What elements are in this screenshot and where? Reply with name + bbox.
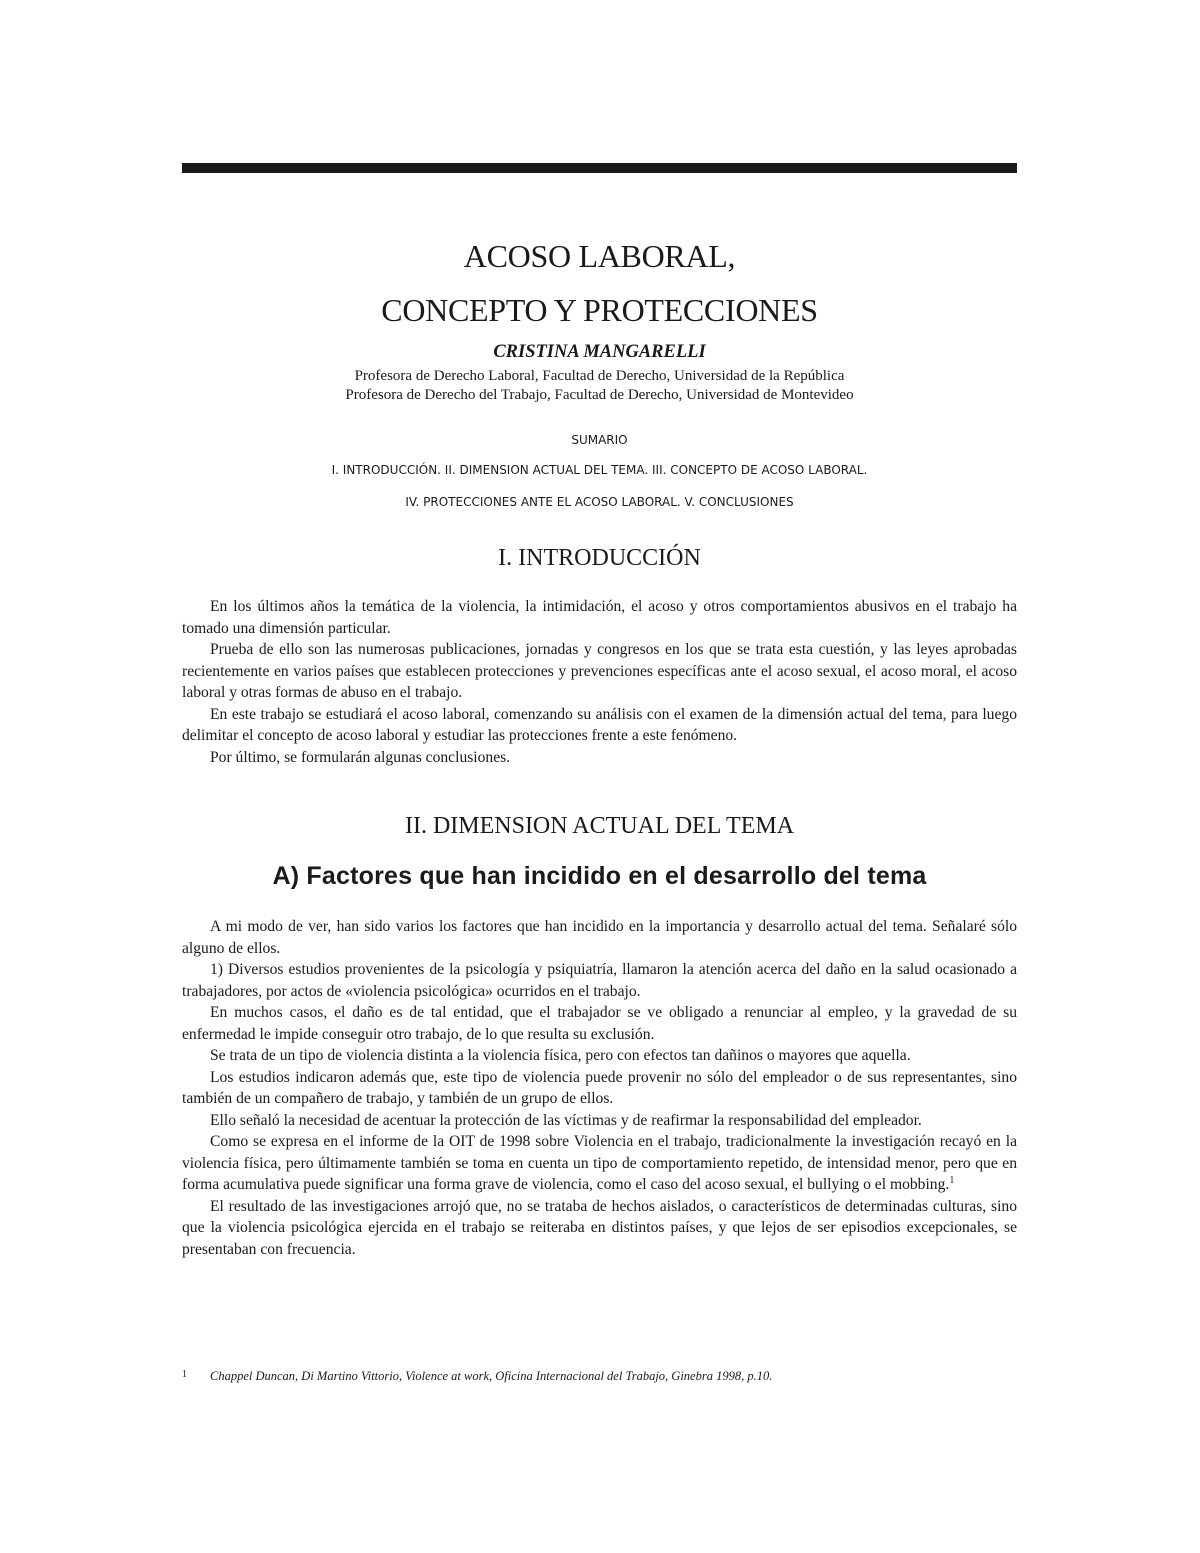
affiliation-2: Profesora de Derecho del Trabajo, Facultad de Derecho, Universidad de Montevideo: [345, 387, 854, 403]
paragraph-with-footnote: [182, 1131, 1017, 1196]
top-rule: [182, 163, 1017, 173]
paragraph: Los estudios indicaron además que, este tipo de violencia puede provenir no sólo del empleador o de sus representantes, sino también de un compañero de trabajo, y también de un grupo de ellos.: [182, 1068, 1017, 1107]
paragraph: En muchos casos, el daño es de tal entidad, que el trabajador se ve obligado a renunciar al empleo, y la gravedad de su enfermedad le impide conseguir otro trabajo, de lo que resulta su exclusión.: [182, 1004, 1017, 1043]
section-heading-dimension: II. DIMENSION ACTUAL DEL TEMA: [404, 813, 795, 839]
affiliation-1: Profesora de Derecho Laboral, Facultad de Derecho, Universidad de la República: [354, 368, 845, 384]
dimension-body: [182, 916, 1017, 1260]
paragraph: A mi modo de ver, han sido varios los factores que han incidido en la importancia y desarrollo actual del tema. Señalaré sólo alguno de ellos.: [182, 918, 1017, 957]
sumario-line-2: IV. PROTECCIONES ANTE EL ACOSO LABORAL. V. CONCLUSIONES: [405, 495, 794, 509]
footnote-reference[interactable]: 1: [949, 1174, 955, 1186]
article-title: [182, 229, 1017, 337]
section-heading-introduccion: I. INTRODUCCIÓN: [498, 545, 701, 571]
title-line-2: CONCEPTO Y PROTECCIONES: [381, 292, 818, 328]
footnote: [182, 1367, 1017, 1384]
paragraph: Ello señaló la necesidad de acentuar la protección de las víctimas y de reafirmar la responsabilidad del empleador.: [210, 1111, 922, 1129]
footnote-mark: 1: [182, 1369, 187, 1380]
author-affiliations: [182, 367, 1017, 405]
paragraph: 1) Diversos estudios provenientes de la psicología y psiquiatría, llamaron la atención acerca del daño en la salud ocasionado a trabajadores, por actos de «violencia psicológica» ocurridos en el trabajo.: [182, 961, 1017, 1000]
sumario-line-1: I. INTRODUCCIÓN. II. DIMENSION ACTUAL DEL TEMA. III. CONCEPTO DE ACOSO LABORAL.: [331, 463, 868, 477]
title-line-1: ACOSO LABORAL,: [463, 238, 736, 274]
paragraph: Prueba de ello son las numerosas publicaciones, jornadas y congresos en los que se trata esta cuestión, y las leyes aprobadas recientemente en varios países que establecen protecciones y prevenciones específicas ante el acoso sexual, el acoso moral, el acoso laboral y otras formas de abuso en el trabajo.: [182, 641, 1017, 701]
paragraph: Se trata de un tipo de violencia distinta a la violencia física, pero con efectos tan dañinos o mayores que aquella.: [210, 1047, 911, 1064]
paragraph: En este trabajo se estudiará el acoso laboral, comenzando su análisis con el examen de la dimensión actual del tema, para luego delimitar el concepto de acoso laboral y estudiar las protecciones frente a este fenómeno.: [182, 705, 1017, 744]
footnote-text: Chappel Duncan, Di Martino Vittorio, Violence at work, Oficina Internacional del Trabajo, Ginebra 1998, p.10.: [210, 1369, 773, 1383]
author-name: CRISTINA MANGARELLI: [493, 342, 706, 362]
paragraph: Por último, se formularán algunas conclusiones.: [210, 748, 511, 766]
sumario-label: SUMARIO: [571, 433, 628, 447]
paragraph: En los últimos años la temática de la violencia, la intimidación, el acoso y otros comportamientos abusivos en el trabajo ha tomado una dimensión particular.: [182, 598, 1017, 637]
introduccion-body: [182, 596, 1017, 768]
paragraph-text: Como se expresa en el informe de la OIT de 1998 sobre Violencia en el trabajo, tradicionalmente la investigación recayó en la violencia física, pero últimamente también se toma en cuenta un tipo de comportamiento repetido, de intensidad menor, pero que en forma acumulativa puede significar una forma grave de violencia, como el caso del acoso sexual, el bullying o el mobbing.: [182, 1133, 1017, 1193]
paragraph: El resultado de las investigaciones arrojó que, no se trataba de hechos aislados, o característicos de determinadas culturas, sino que la violencia psicológica ejercida en el trabajo se reiteraba en distintos países, y que lejos de ser episodios excepcionales, se presentaban con frecuencia.: [182, 1197, 1017, 1258]
subsection-heading-factores: A) Factores que han incidido en el desarrollo del tema: [272, 862, 927, 890]
